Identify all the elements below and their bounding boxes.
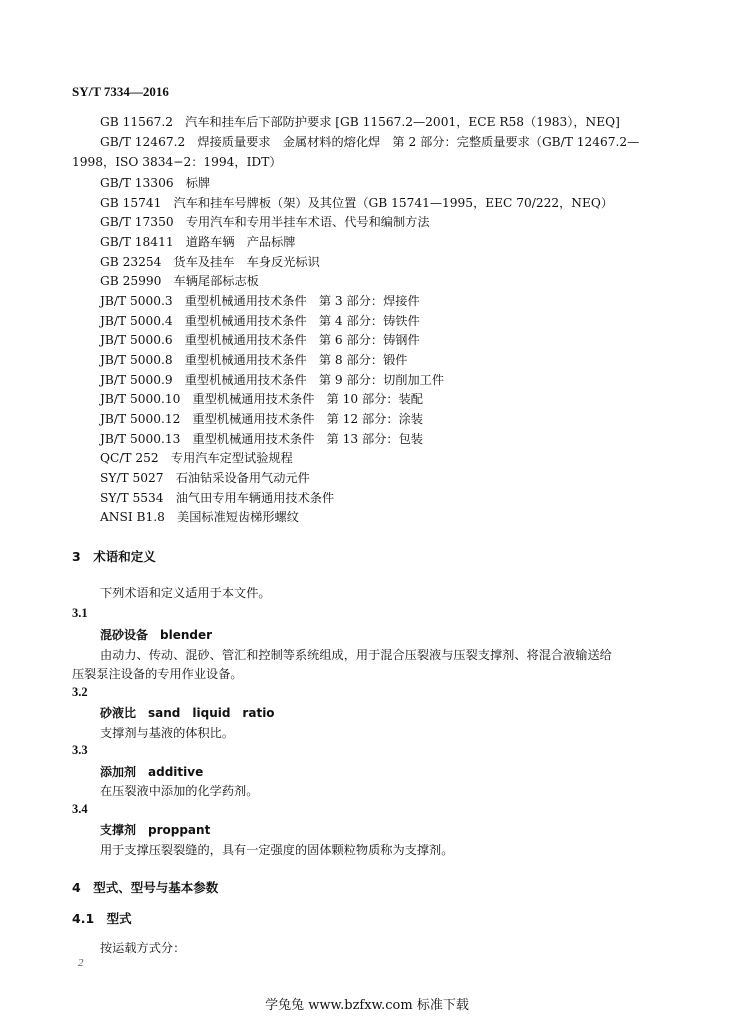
page-number: 2: [78, 957, 84, 969]
reference-item: JB/T 5000.10 重型机械通用技术条件 第 10 部分：装配: [100, 392, 423, 406]
term-definition-continued: 压裂泵注设备的专用作业设备。: [72, 667, 243, 681]
subsection-heading: 4.1 型式: [72, 911, 132, 926]
term-definition: 支撑剂与基液的体积比。: [100, 726, 235, 740]
reference-item: JB/T 5000.6 重型机械通用技术条件 第 6 部分：铸钢件: [100, 333, 420, 347]
watermark-footer: 学兔兔 www.bzfxw.com 标准下载: [265, 998, 469, 1013]
term-number: 3.2: [72, 685, 88, 699]
reference-item: GB/T 18411 道路车辆 产品标牌: [100, 235, 296, 249]
reference-item: GB 25990 车辆尾部标志板: [100, 274, 259, 288]
reference-item: ANSI B1.8 美国标准短齿梯形螺纹: [100, 510, 299, 524]
term-title: 砂液比 sand liquid ratio: [100, 706, 275, 720]
reference-item: JB/T 5000.12 重型机械通用技术条件 第 12 部分：涂装: [100, 412, 423, 426]
reference-item: JB/T 5000.8 重型机械通用技术条件 第 8 部分：锻件: [100, 353, 408, 367]
reference-item: JB/T 5000.4 重型机械通用技术条件 第 4 部分：铸铁件: [100, 314, 420, 328]
term-number: 3.3: [72, 743, 88, 757]
reference-item: GB/T 12467.2 焊接质量要求 金属材料的熔化焊 第 2 部分：完整质量要求（GB/T 12467.2—: [100, 135, 640, 149]
term-title: 添加剂 additive: [100, 765, 204, 779]
term-definition: 由动力、传动、混砂、管汇和控制等系统组成，用于混合压裂液与压裂支撑剂、将混合液输送给: [100, 648, 612, 662]
reference-item: GB 15741 汽车和挂车号牌板（架）及其位置（GB 15741—1995，EEC 70/222，NEQ）: [100, 196, 614, 210]
reference-item: JB/T 5000.9 重型机械通用技术条件 第 9 部分：切削加工件: [100, 373, 445, 387]
reference-item: GB 11567.2 汽车和挂车后下部防护要求 [GB 11567.2—2001，ECE R58（1983），NEQ]: [100, 115, 620, 129]
reference-item: GB/T 13306 标牌: [100, 176, 211, 190]
reference-item: SY/T 5027 石油钻采设备用气动元件: [100, 471, 310, 485]
reference-item: JB/T 5000.3 重型机械通用技术条件 第 3 部分：焊接件: [100, 294, 420, 308]
reference-item: GB/T 17350 专用汽车和专用半挂车术语、代号和编制方法: [100, 215, 430, 229]
reference-item: QC/T 252 专用汽车定型试验规程: [100, 451, 293, 465]
document-code-header: SY/T 7334—2016: [72, 84, 169, 99]
term-number: 3.1: [72, 606, 88, 620]
term-definition: 用于支撑压裂裂缝的，具有一定强度的固体颗粒物质称为支撑剂。: [100, 843, 454, 857]
paragraph: 按运载方式分：: [100, 941, 186, 955]
reference-item: JB/T 5000.13 重型机械通用技术条件 第 13 部分：包装: [100, 432, 423, 446]
term-title: 混砂设备 blender: [100, 628, 213, 642]
term-number: 3.4: [72, 802, 88, 816]
section-heading: 4 型式、型号与基本参数: [72, 880, 219, 895]
term-title: 支撑剂 proppant: [100, 823, 211, 837]
reference-item-continued: 1998，ISO 3834−2：1994，IDT）: [72, 155, 282, 169]
reference-item: GB 23254 货车及挂车 车身反光标识: [100, 255, 320, 269]
reference-item: SY/T 5534 油气田专用车辆通用技术条件: [100, 491, 335, 505]
section-heading: 3 术语和定义: [72, 549, 156, 564]
paragraph: 下列术语和定义适用于本文件。: [100, 586, 271, 600]
term-definition: 在压裂液中添加的化学药剂。: [100, 784, 259, 798]
